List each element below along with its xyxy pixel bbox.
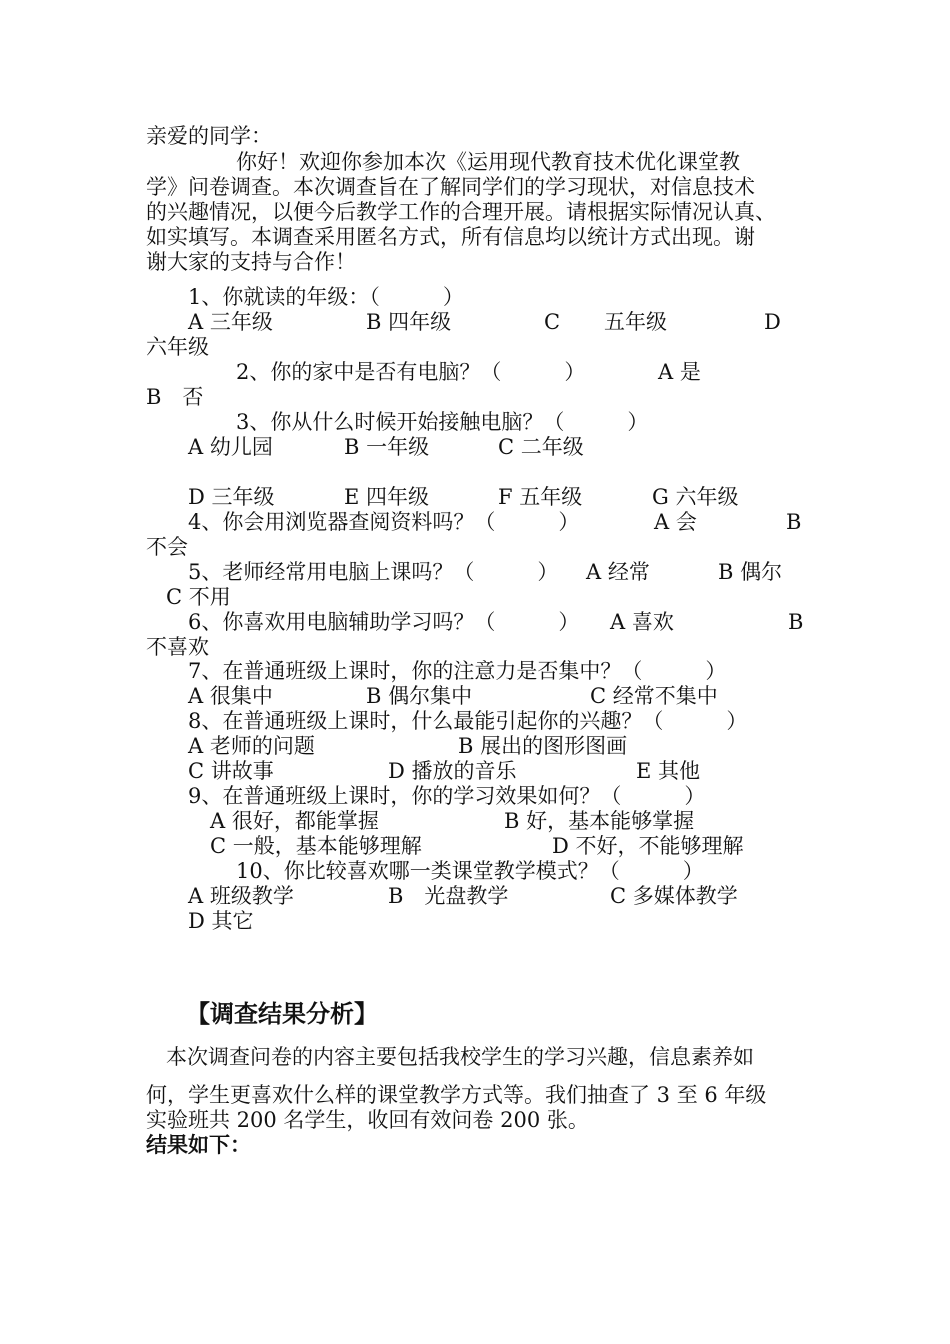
analysis-line-1: 本次调查问卷的内容主要包括我校学生的学习兴趣，信息素养如 — [166, 1045, 754, 1069]
q9-option-b: B 好，基本能够掌握 — [504, 809, 695, 833]
question-6: 6、你喜欢用电脑辅助学习吗？（ ） — [188, 610, 580, 634]
q5-option-b: B 偶尔 — [718, 560, 783, 584]
q5-option-a: A 经常 — [586, 560, 650, 584]
q3-option-b: B 一年级 — [344, 435, 430, 459]
q1-option-d-letter: D — [764, 310, 781, 334]
q2-option-b: B 否 — [146, 385, 204, 409]
q10-option-b: B 光盘教学 — [388, 884, 509, 908]
question-10: 10、你比较喜欢哪一类课堂教学模式？（ ） — [236, 859, 704, 883]
q9-option-c: C 一般，基本能够理解 — [210, 834, 422, 858]
q3-option-f: F 五年级 — [498, 485, 583, 509]
q1-option-c-text: 五年级 — [604, 310, 667, 334]
q8-option-c: C 讲故事 — [188, 759, 274, 783]
question-2: 2、你的家中是否有电脑？（ ） — [236, 360, 586, 384]
q1-option-a: A 三年级 — [188, 310, 273, 334]
q3-option-c: C 二年级 — [498, 435, 584, 459]
q6-option-a: A 喜欢 — [610, 610, 674, 634]
q3-option-a: A 幼儿园 — [188, 435, 273, 459]
q8-option-d: D 播放的音乐 — [388, 759, 517, 783]
q1-option-c-letter: C — [544, 310, 561, 334]
q3-option-d: D 三年级 — [188, 485, 275, 509]
question-8: 8、在普通班级上课时，什么最能引起你的兴趣？（ ） — [188, 709, 748, 733]
analysis-heading: 【调查结果分析】 — [186, 1000, 378, 1028]
q5-option-c: C 不用 — [166, 585, 231, 609]
analysis-result-label: 结果如下： — [146, 1133, 251, 1157]
q7-option-b: B 偶尔集中 — [366, 684, 473, 708]
q7-option-a: A 很集中 — [188, 684, 273, 708]
analysis-line-3: 实验班共 200 名学生，收回有效问卷 200 张。 — [146, 1108, 589, 1132]
q10-option-a: A 班级教学 — [188, 884, 294, 908]
question-7: 7、在普通班级上课时，你的注意力是否集中？（ ） — [188, 659, 727, 683]
intro-line-5: 谢大家的支持与合作！ — [146, 250, 356, 274]
intro-line-1: 你好！欢迎你参加本次《运用现代教育技术优化课堂教 — [236, 150, 740, 174]
q8-option-e: E 其他 — [636, 759, 701, 783]
q7-option-c: C 经常不集中 — [590, 684, 718, 708]
analysis-line-2: 何，学生更喜欢什么样的课堂教学方式等。我们抽查了 3 至 6 年级 — [146, 1083, 767, 1107]
question-5: 5、老师经常用电脑上课吗？（ ） — [188, 560, 559, 584]
greeting: 亲爱的同学： — [146, 124, 272, 148]
q9-option-d: D 不好，不能够理解 — [552, 834, 744, 858]
q9-option-a: A 很好，都能掌握 — [210, 809, 379, 833]
question-1: 1、你就读的年级：（ ） — [188, 285, 464, 309]
intro-line-4: 如实填写。本调查采用匿名方式，所有信息均以统计方式出现。谢 — [146, 225, 755, 249]
q1-option-d-text: 六年级 — [146, 335, 209, 359]
intro-line-2: 学》问卷调查。本次调查旨在了解同学们的学习现状，对信息技术 — [146, 175, 755, 199]
intro-line-3: 的兴趣情况，以便今后教学工作的合理开展。请根据实际情况认真、 — [146, 200, 776, 224]
q4-option-b-letter: B — [786, 510, 802, 534]
q6-option-b-letter: B — [788, 610, 804, 634]
q8-option-b: B 展出的图形图画 — [458, 734, 628, 758]
q4-option-b-text: 不会 — [146, 535, 188, 559]
q3-option-g: G 六年级 — [652, 485, 739, 509]
q1-option-b: B 四年级 — [366, 310, 452, 334]
question-9: 9、在普通班级上课时，你的学习效果如何？（ ） — [188, 784, 706, 808]
q2-option-a: A 是 — [658, 360, 701, 384]
question-3: 3、你从什么时候开始接触电脑？（ ） — [236, 410, 649, 434]
q10-option-c: C 多媒体教学 — [610, 884, 738, 908]
q4-option-a: A 会 — [654, 510, 697, 534]
q8-option-a: A 老师的问题 — [188, 734, 315, 758]
q10-option-d: D 其它 — [188, 909, 254, 933]
q6-option-b-text: 不喜欢 — [146, 635, 209, 659]
question-4: 4、你会用浏览器查阅资料吗？（ ） — [188, 510, 580, 534]
q3-option-e: E 四年级 — [344, 485, 430, 509]
